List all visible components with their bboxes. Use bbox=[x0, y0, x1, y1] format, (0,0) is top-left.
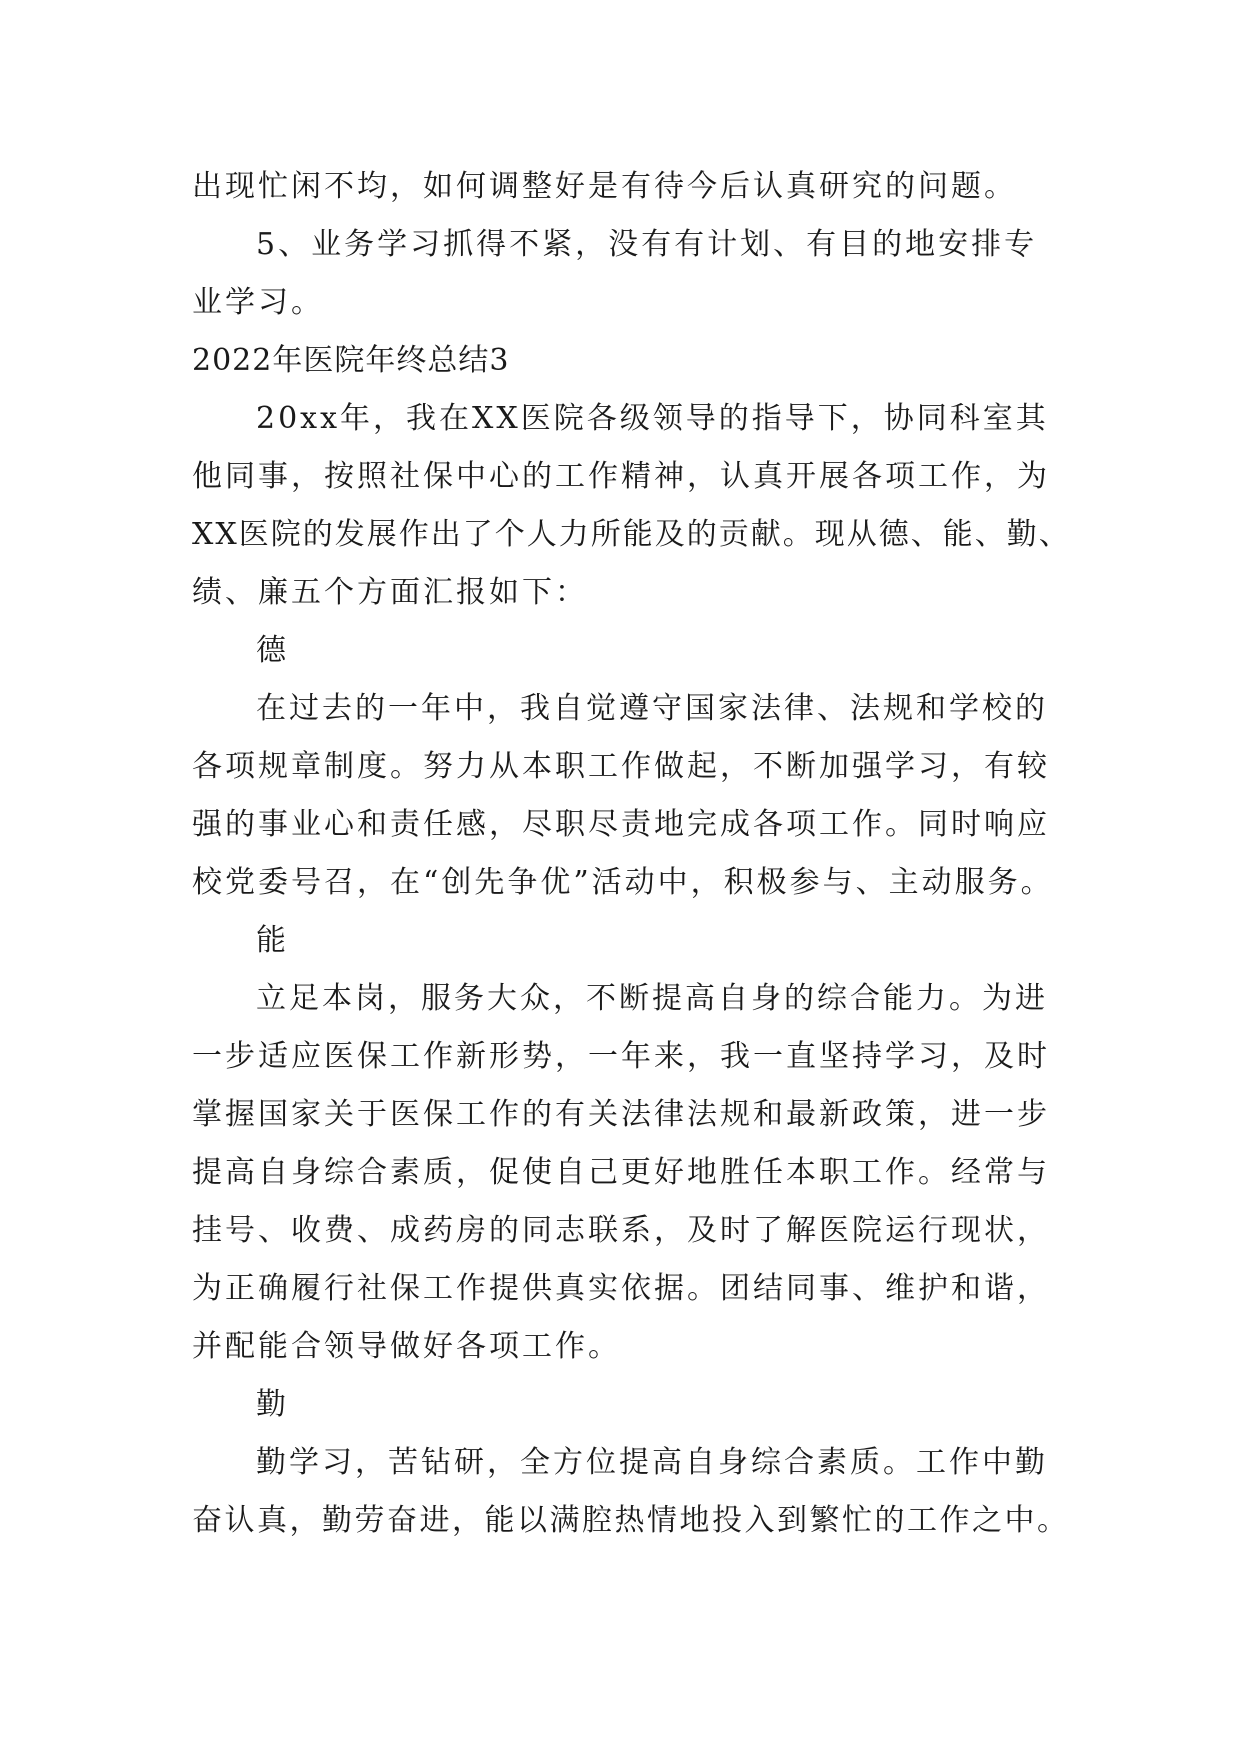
subheading-neng: 能 bbox=[256, 923, 289, 958]
text-line: 他同事，按照社保中心的工作精神，认真开展各项工作，为 bbox=[192, 459, 1050, 494]
section-heading: 2022年医院年终总结3 bbox=[192, 343, 510, 378]
text-line: 5、业务学习抓得不紧，没有有计划、有目的地安排专 bbox=[256, 227, 1038, 262]
text-line: 强的事业心和责任感，尽职尽责地完成各项工作。同时响应 bbox=[192, 807, 1050, 842]
text-line: 掌握国家关于医保工作的有关法律法规和最新政策，进一步 bbox=[192, 1097, 1050, 1132]
text-line: 奋认真，勤劳奋进，能以满腔热情地投入到繁忙的工作之中。 bbox=[192, 1503, 1070, 1538]
text-line: 提高自身综合素质，促使自己更好地胜任本职工作。经常与 bbox=[192, 1155, 1050, 1190]
text-line: 勤学习，苦钻研，全方位提高自身综合素质。工作中勤 bbox=[256, 1445, 1048, 1480]
text-line: 各项规章制度。努力从本职工作做起，不断加强学习，有较 bbox=[192, 749, 1050, 784]
text-line: 立足本岗，服务大众，不断提高自身的综合能力。为进 bbox=[256, 981, 1048, 1016]
text-line: 绩、廉五个方面汇报如下： bbox=[192, 575, 588, 610]
document-body bbox=[192, 158, 1072, 1550]
text-line: 并配能合领导做好各项工作。 bbox=[192, 1329, 621, 1364]
text-line: 业学习。 bbox=[192, 285, 324, 320]
text-line: 出现忙闲不均，如何调整好是有待今后认真研究的问题。 bbox=[192, 169, 1017, 204]
text-line: 校党委号召，在“创先争优”活动中，积极参与、主动服务。 bbox=[192, 865, 1054, 900]
text-line: 20xx年，我在XX医院各级领导的指导下，协同科室其 bbox=[256, 401, 1049, 436]
text-line: 在过去的一年中，我自觉遵守国家法律、法规和学校的 bbox=[256, 691, 1048, 726]
subheading-qin: 勤 bbox=[256, 1387, 289, 1422]
text-line: 一步适应医保工作新形势，一年来，我一直坚持学习，及时 bbox=[192, 1039, 1050, 1074]
text-line: XX医院的发展作出了个人力所能及的贡献。现从德、能、勤、 bbox=[192, 517, 1071, 552]
text-line: 为正确履行社保工作提供真实依据。团结同事、维护和谐， bbox=[192, 1271, 1050, 1306]
text-line: 挂号、收费、成药房的同志联系，及时了解医院运行现状， bbox=[192, 1213, 1050, 1248]
subheading-de: 德 bbox=[256, 633, 289, 668]
